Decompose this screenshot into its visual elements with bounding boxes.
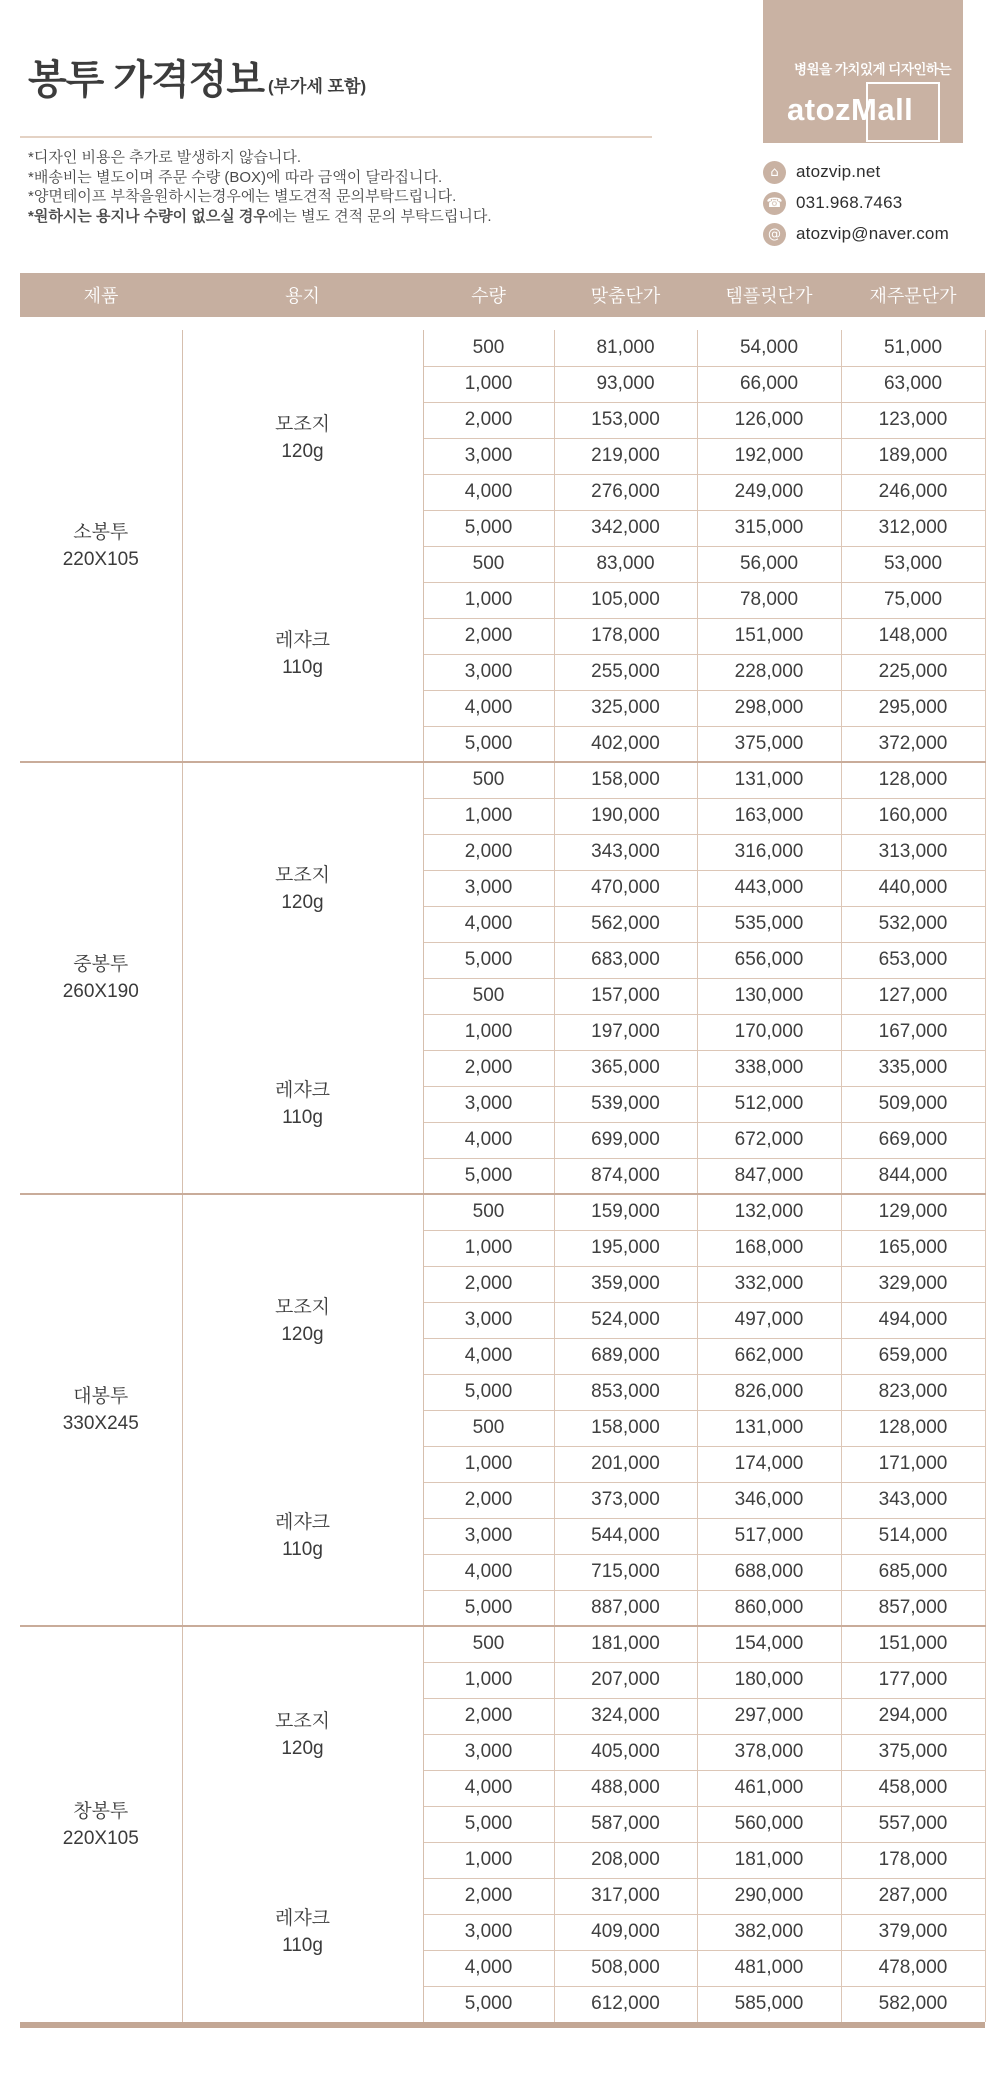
cell-template-price: 481,000 (697, 1950, 841, 1986)
paper-name: 모조지 (274, 1710, 331, 1732)
paper-name: 레쟈크 (274, 1079, 331, 1101)
cell-qty: 1,000 (423, 1842, 554, 1878)
paper-name: 모조지 (274, 414, 331, 435)
product-name: 소봉투 (73, 521, 129, 543)
note-line (28, 168, 492, 188)
paper-weight: 120g (281, 1737, 324, 1759)
cell-reorder-price: 823,000 (841, 1374, 985, 1410)
cell-custom-price: 201,000 (554, 1446, 697, 1482)
contact-text: 031.968.7463 (796, 193, 903, 212)
cell-qty: 1,000 (423, 1446, 554, 1482)
cell-qty: 5,000 (423, 1590, 554, 1626)
paper-weight: 110g (282, 1935, 323, 1956)
cell-qty: 500 (423, 546, 554, 582)
cell-qty: 3,000 (423, 438, 554, 474)
cell-custom-price: 524,000 (554, 1302, 697, 1338)
cell-template-price: 497,000 (697, 1302, 841, 1338)
cell-qty: 5,000 (423, 1158, 554, 1194)
cell-template-price: 315,000 (697, 510, 841, 546)
cell-qty: 4,000 (423, 1770, 554, 1806)
cell-reorder-price: 171,000 (841, 1446, 985, 1482)
cell-qty: 4,000 (423, 1122, 554, 1158)
paper-weight: 120g (281, 1323, 324, 1345)
brand-logo-box (763, 0, 963, 143)
cell-template-price: 826,000 (697, 1374, 841, 1410)
paper-cell (182, 1842, 423, 2022)
cell-reorder-price: 295,000 (841, 690, 985, 726)
cell-template-price: 168,000 (697, 1230, 841, 1266)
table-row (20, 1626, 985, 1662)
notes (28, 148, 492, 226)
cell-custom-price: 612,000 (554, 1986, 697, 2022)
paper-name: 레쟈크 (274, 629, 331, 651)
cell-custom-price: 181,000 (554, 1626, 697, 1662)
cell-custom-price: 373,000 (554, 1482, 697, 1518)
table-row (20, 1194, 985, 1230)
cell-template-price: 443,000 (697, 870, 841, 906)
cell-reorder-price: 75,000 (841, 582, 985, 618)
cell-reorder-price: 189,000 (841, 438, 985, 474)
cell-qty: 3,000 (423, 1914, 554, 1950)
price-table (20, 330, 986, 2022)
cell-template-price: 151,000 (697, 618, 841, 654)
cell-reorder-price: 294,000 (841, 1698, 985, 1734)
cell-template-price: 672,000 (697, 1122, 841, 1158)
price-table-wrap (20, 330, 986, 2022)
cell-custom-price: 343,000 (554, 834, 697, 870)
cell-custom-price: 508,000 (554, 1950, 697, 1986)
cell-qty: 5,000 (423, 1986, 554, 2022)
cell-custom-price: 587,000 (554, 1806, 697, 1842)
cell-qty: 2,000 (423, 402, 554, 438)
cell-template-price: 174,000 (697, 1446, 841, 1482)
contact-text: atozvip@naver.com (796, 224, 949, 243)
cell-reorder-price: 123,000 (841, 402, 985, 438)
cell-reorder-price: 372,000 (841, 726, 985, 762)
note-text: *원하시는 용지나 수량이 없으실 경우 (28, 207, 268, 225)
cell-template-price: 181,000 (697, 1842, 841, 1878)
cell-custom-price: 197,000 (554, 1014, 697, 1050)
cell-reorder-price: 177,000 (841, 1662, 985, 1698)
cell-custom-price: 83,000 (554, 546, 697, 582)
cell-qty: 2,000 (423, 1698, 554, 1734)
paper-cell (182, 546, 423, 762)
cell-custom-price: 470,000 (554, 870, 697, 906)
cell-custom-price: 93,000 (554, 366, 697, 402)
paper-name: 모조지 (274, 864, 331, 886)
cell-qty: 3,000 (423, 870, 554, 906)
cell-reorder-price: 857,000 (841, 1590, 985, 1626)
cell-reorder-price: 313,000 (841, 834, 985, 870)
product-size: 220X105 (62, 1827, 139, 1849)
cell-qty: 5,000 (423, 510, 554, 546)
cell-template-price: 512,000 (697, 1086, 841, 1122)
paper-weight: 120g (281, 441, 324, 462)
cell-reorder-price: 151,000 (841, 1626, 985, 1662)
phone-icon: ☎ (763, 192, 786, 215)
cell-template-price: 126,000 (697, 402, 841, 438)
cell-custom-price: 853,000 (554, 1374, 697, 1410)
cell-custom-price: 342,000 (554, 510, 697, 546)
cell-qty: 2,000 (423, 834, 554, 870)
cell-qty: 4,000 (423, 1338, 554, 1374)
cell-custom-price: 689,000 (554, 1338, 697, 1374)
cell-qty: 2,000 (423, 1050, 554, 1086)
cell-custom-price: 359,000 (554, 1266, 697, 1302)
cell-qty: 3,000 (423, 1518, 554, 1554)
table-header-row (20, 273, 985, 317)
cell-qty: 1,000 (423, 1014, 554, 1050)
cell-qty: 1,000 (423, 1230, 554, 1266)
paper-cell (182, 1014, 423, 1194)
product-cell (20, 1194, 182, 1626)
cell-reorder-price: 160,000 (841, 798, 985, 834)
cell-custom-price: 887,000 (554, 1590, 697, 1626)
cell-template-price: 346,000 (697, 1482, 841, 1518)
cell-reorder-price: 128,000 (841, 1410, 985, 1446)
cell-qty: 2,000 (423, 618, 554, 654)
cell-custom-price: 178,000 (554, 618, 697, 654)
cell-qty: 4,000 (423, 906, 554, 942)
column-header: 재주문단가 (869, 286, 957, 306)
cell-template-price: 461,000 (697, 1770, 841, 1806)
cell-template-price: 228,000 (697, 654, 841, 690)
paper-name: 모조지 (274, 1296, 331, 1318)
cell-qty: 5,000 (423, 726, 554, 762)
cell-custom-price: 276,000 (554, 474, 697, 510)
cell-custom-price: 488,000 (554, 1770, 697, 1806)
cell-custom-price: 715,000 (554, 1554, 697, 1590)
column-header: 템플릿단가 (725, 286, 813, 306)
note-text: *디자인 비용은 추가로 발생하지 않습니다. (28, 149, 302, 166)
cell-qty: 500 (423, 1194, 554, 1230)
cell-qty: 2,000 (423, 1878, 554, 1914)
cell-custom-price: 324,000 (554, 1698, 697, 1734)
cell-custom-price: 539,000 (554, 1086, 697, 1122)
paper-cell (182, 1194, 423, 1446)
cell-qty: 2,000 (423, 1266, 554, 1302)
cell-reorder-price: 494,000 (841, 1302, 985, 1338)
cell-qty: 4,000 (423, 474, 554, 510)
contact-row (763, 160, 949, 184)
cell-template-price: 170,000 (697, 1014, 841, 1050)
cell-template-price: 378,000 (697, 1734, 841, 1770)
email-icon: @ (763, 223, 786, 246)
cell-custom-price: 158,000 (554, 1410, 697, 1446)
cell-custom-price: 562,000 (554, 906, 697, 942)
contact-text: atozvip.net (796, 162, 881, 181)
paper-name: 레쟈크 (274, 1511, 331, 1533)
cell-template-price: 192,000 (697, 438, 841, 474)
cell-reorder-price: 128,000 (841, 762, 985, 798)
contact-row (763, 191, 949, 215)
cell-template-price: 860,000 (697, 1590, 841, 1626)
cell-qty: 500 (423, 978, 554, 1014)
cell-reorder-price: 557,000 (841, 1806, 985, 1842)
cell-template-price: 560,000 (697, 1806, 841, 1842)
cell-custom-price: 544,000 (554, 1518, 697, 1554)
column-header: 수량 (471, 286, 506, 306)
product-size: 220X105 (62, 548, 139, 570)
cell-template-price: 688,000 (697, 1554, 841, 1590)
table-row (20, 330, 985, 366)
paper-cell (182, 1446, 423, 1626)
cell-template-price: 847,000 (697, 1158, 841, 1194)
home-icon: ⌂ (763, 161, 786, 184)
cell-qty: 3,000 (423, 1302, 554, 1338)
cell-qty: 1,000 (423, 582, 554, 618)
cell-reorder-price: 63,000 (841, 366, 985, 402)
cell-reorder-price: 246,000 (841, 474, 985, 510)
cell-template-price: 54,000 (697, 330, 841, 366)
column-header: 제품 (83, 286, 119, 306)
cell-custom-price: 405,000 (554, 1734, 697, 1770)
note-text: *양면테이프 부착을원하시는경우에는 별도견적 문의부탁드립니다. (28, 188, 457, 205)
cell-reorder-price: 225,000 (841, 654, 985, 690)
cell-qty: 500 (423, 1626, 554, 1662)
product-name: 중봉투 (73, 954, 129, 975)
product-cell (20, 1626, 182, 2022)
page-title-group (28, 60, 366, 100)
product-cell (20, 762, 182, 1194)
cell-reorder-price: 514,000 (841, 1518, 985, 1554)
cell-qty: 4,000 (423, 1554, 554, 1590)
cell-template-price: 66,000 (697, 366, 841, 402)
cell-custom-price: 195,000 (554, 1230, 697, 1266)
cell-template-price: 180,000 (697, 1662, 841, 1698)
column-header: 맞춤단가 (590, 286, 661, 306)
cell-template-price: 382,000 (697, 1914, 841, 1950)
cell-template-price: 56,000 (697, 546, 841, 582)
cell-template-price: 338,000 (697, 1050, 841, 1086)
paper-weight: 110g (282, 1106, 323, 1128)
note-line (28, 207, 492, 227)
cell-reorder-price: 653,000 (841, 942, 985, 978)
product-name: 대봉투 (73, 1386, 129, 1407)
cell-reorder-price: 167,000 (841, 1014, 985, 1050)
cell-custom-price: 255,000 (554, 654, 697, 690)
cell-reorder-price: 669,000 (841, 1122, 985, 1158)
cell-reorder-price: 478,000 (841, 1950, 985, 1986)
cell-qty: 3,000 (423, 654, 554, 690)
cell-reorder-price: 129,000 (841, 1194, 985, 1230)
cell-reorder-price: 844,000 (841, 1158, 985, 1194)
product-cell (20, 330, 182, 762)
contact-row (763, 222, 949, 246)
product-name: 창봉투 (73, 1800, 129, 1822)
cell-template-price: 249,000 (697, 474, 841, 510)
cell-qty: 1,000 (423, 798, 554, 834)
paper-name: 레쟈크 (274, 1908, 331, 1929)
cell-qty: 1,000 (423, 1662, 554, 1698)
cell-qty: 1,000 (423, 366, 554, 402)
cell-reorder-price: 659,000 (841, 1338, 985, 1374)
column-header: 용지 (285, 286, 320, 306)
cell-template-price: 78,000 (697, 582, 841, 618)
table-row (20, 762, 985, 798)
cell-custom-price: 317,000 (554, 1878, 697, 1914)
cell-template-price: 163,000 (697, 798, 841, 834)
price-table-body (20, 330, 985, 2022)
cell-reorder-price: 582,000 (841, 1986, 985, 2022)
paper-weight: 110g (282, 1538, 323, 1560)
cell-template-price: 585,000 (697, 1986, 841, 2022)
cell-template-price: 332,000 (697, 1266, 841, 1302)
cell-qty: 500 (423, 330, 554, 366)
cell-reorder-price: 685,000 (841, 1554, 985, 1590)
paper-weight: 110g (282, 656, 323, 678)
cell-template-price: 662,000 (697, 1338, 841, 1374)
cell-template-price: 132,000 (697, 1194, 841, 1230)
cell-reorder-price: 51,000 (841, 330, 985, 366)
cell-custom-price: 153,000 (554, 402, 697, 438)
cell-template-price: 130,000 (697, 978, 841, 1014)
cell-template-price: 131,000 (697, 1410, 841, 1446)
cell-reorder-price: 178,000 (841, 1842, 985, 1878)
product-size: 330X245 (62, 1413, 139, 1434)
cell-template-price: 131,000 (697, 762, 841, 798)
cell-reorder-price: 148,000 (841, 618, 985, 654)
cell-qty: 5,000 (423, 942, 554, 978)
cell-template-price: 298,000 (697, 690, 841, 726)
cell-custom-price: 402,000 (554, 726, 697, 762)
cell-template-price: 316,000 (697, 834, 841, 870)
note-text: 에는 별도 견적 문의 부탁드립니다. (267, 207, 492, 225)
cell-reorder-price: 509,000 (841, 1086, 985, 1122)
table-bottom-bar (20, 2022, 985, 2028)
cell-custom-price: 874,000 (554, 1158, 697, 1194)
brand-logo-text: atozMall (787, 92, 914, 127)
cell-reorder-price: 532,000 (841, 906, 985, 942)
cell-template-price: 517,000 (697, 1518, 841, 1554)
cell-template-price: 297,000 (697, 1698, 841, 1734)
cell-qty: 4,000 (423, 1950, 554, 1986)
cell-custom-price: 105,000 (554, 582, 697, 618)
cell-template-price: 154,000 (697, 1626, 841, 1662)
cell-qty: 500 (423, 1410, 554, 1446)
cell-qty: 500 (423, 762, 554, 798)
paper-cell (182, 330, 423, 546)
contact-list (763, 160, 949, 246)
cell-template-price: 375,000 (697, 726, 841, 762)
cell-qty: 3,000 (423, 1734, 554, 1770)
cell-qty: 5,000 (423, 1806, 554, 1842)
cell-reorder-price: 440,000 (841, 870, 985, 906)
cell-custom-price: 409,000 (554, 1914, 697, 1950)
cell-custom-price: 81,000 (554, 330, 697, 366)
page-title-note: (부가세 포함) (267, 77, 367, 96)
cell-custom-price: 158,000 (554, 762, 697, 798)
cell-reorder-price: 287,000 (841, 1878, 985, 1914)
cell-qty: 5,000 (423, 1374, 554, 1410)
cell-reorder-price: 329,000 (841, 1266, 985, 1302)
paper-cell (182, 1626, 423, 1842)
product-size: 260X190 (62, 981, 139, 1002)
title-divider (20, 136, 652, 138)
cell-custom-price: 699,000 (554, 1122, 697, 1158)
cell-reorder-price: 165,000 (841, 1230, 985, 1266)
paper-cell (182, 762, 423, 1014)
cell-qty: 4,000 (423, 690, 554, 726)
cell-custom-price: 365,000 (554, 1050, 697, 1086)
cell-custom-price: 219,000 (554, 438, 697, 474)
cell-reorder-price: 343,000 (841, 1482, 985, 1518)
cell-reorder-price: 312,000 (841, 510, 985, 546)
cell-qty: 3,000 (423, 1086, 554, 1122)
cell-custom-price: 159,000 (554, 1194, 697, 1230)
cell-reorder-price: 127,000 (841, 978, 985, 1014)
cell-template-price: 290,000 (697, 1878, 841, 1914)
brand-tagline: 병원을 가치있게 디자인하는 (794, 62, 951, 77)
page-title: 봉투 가격정보 (28, 58, 264, 102)
cell-qty: 2,000 (423, 1482, 554, 1518)
cell-custom-price: 157,000 (554, 978, 697, 1014)
cell-reorder-price: 458,000 (841, 1770, 985, 1806)
cell-custom-price: 683,000 (554, 942, 697, 978)
cell-template-price: 535,000 (697, 906, 841, 942)
note-text: *배송비는 별도이며 주문 수량 (BOX)에 따라 금액이 달라집니다. (28, 168, 443, 186)
cell-template-price: 656,000 (697, 942, 841, 978)
cell-custom-price: 190,000 (554, 798, 697, 834)
cell-custom-price: 207,000 (554, 1662, 697, 1698)
cell-custom-price: 325,000 (554, 690, 697, 726)
note-line (28, 187, 492, 207)
cell-reorder-price: 335,000 (841, 1050, 985, 1086)
cell-reorder-price: 53,000 (841, 546, 985, 582)
note-line (28, 148, 492, 168)
cell-reorder-price: 375,000 (841, 1734, 985, 1770)
cell-custom-price: 208,000 (554, 1842, 697, 1878)
cell-reorder-price: 379,000 (841, 1914, 985, 1950)
paper-weight: 120g (281, 891, 324, 913)
